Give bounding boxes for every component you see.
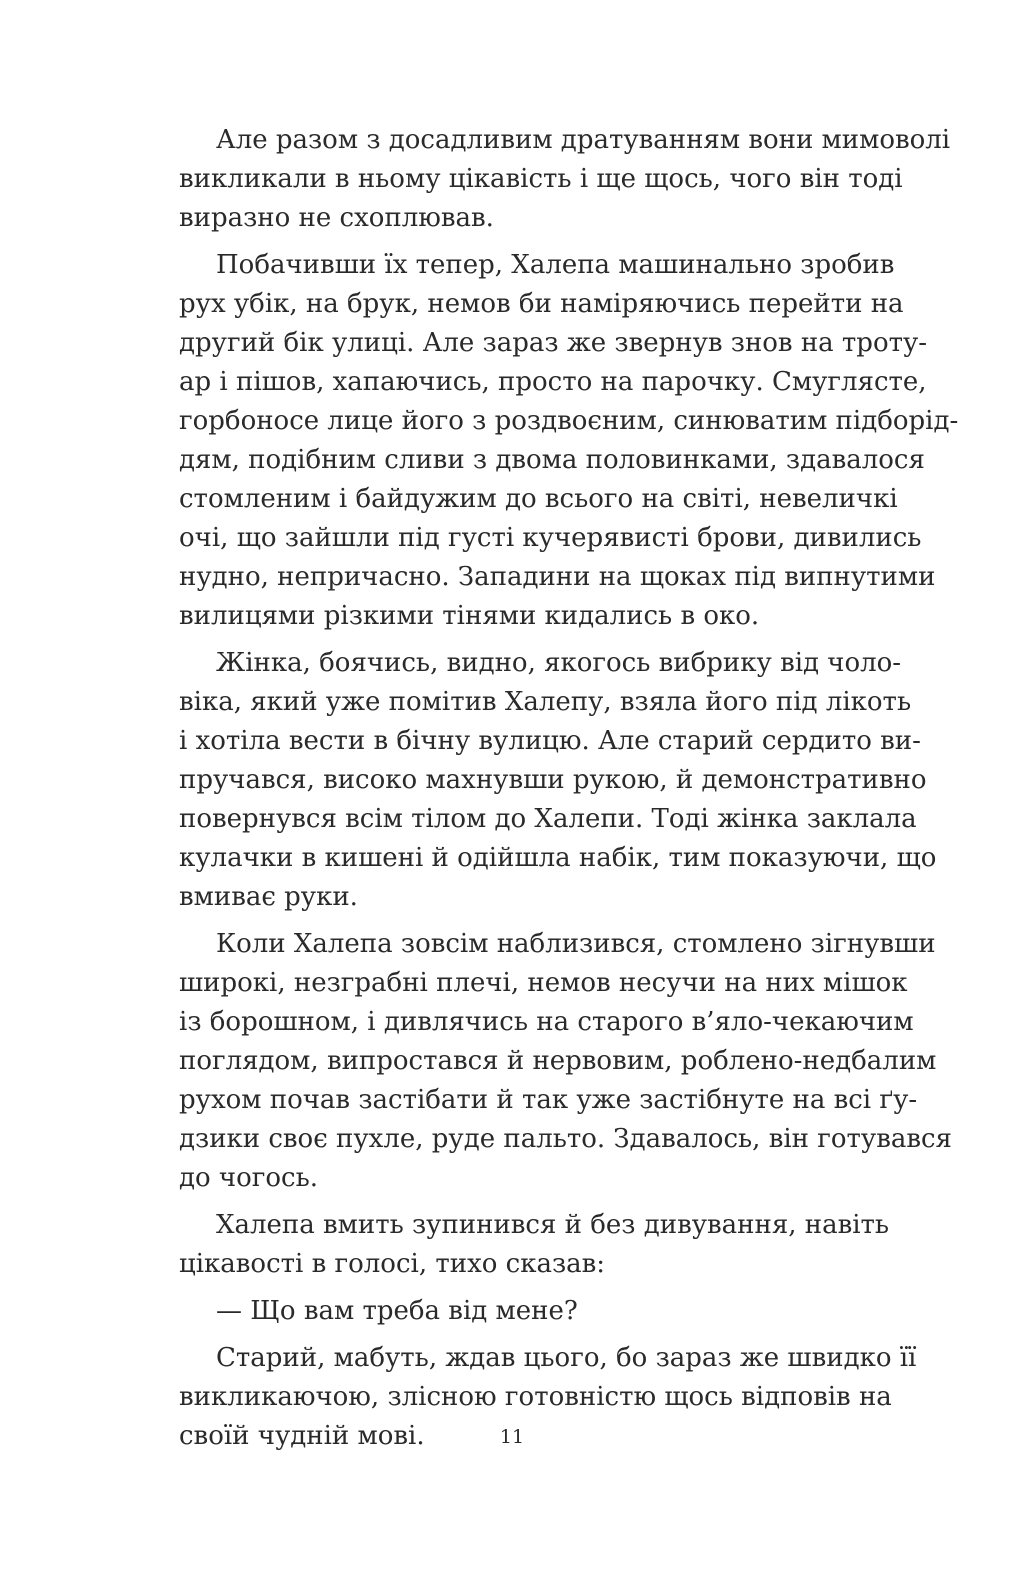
- text-line: віка, який уже помітив Халепу, взяла його під лікоть: [179, 687, 912, 717]
- text-line: дзики своє пухле, руде пальто. Здавалось, він готувався: [179, 1124, 952, 1154]
- text-line: — Що вам треба від мене?: [216, 1296, 578, 1326]
- text-line: і хотіла вести в бічну вулицю. Але старий сердито ви-: [179, 726, 921, 756]
- text-line: стомленим і байдужим до всього на світі, невеличкі: [179, 484, 898, 514]
- text-line: ар і пішов, хапаючись, просто на парочку. Смуглясте,: [179, 367, 927, 397]
- text-line: вмиває руки.: [179, 882, 358, 912]
- text-line: Халепа вмить зупинився й без дивування, навіть: [216, 1210, 890, 1240]
- text-line: цікавості в голосі, тихо сказав:: [179, 1249, 606, 1279]
- text-line: очі, що зайшли під густі кучерявисті брови, дивились: [179, 523, 922, 553]
- text-line: Але разом з досадливим дратуванням вони мимоволі: [216, 125, 951, 155]
- text-line: широкі, незграбні плечі, немов несучи на них мішок: [179, 968, 908, 998]
- text-line: своїй чудній мові.: [179, 1421, 425, 1451]
- text-line: вилицями різкими тінями кидались в око.: [179, 601, 760, 631]
- text-line: до чогось.: [179, 1163, 319, 1193]
- text-line: поглядом, випростався й нервовим, роблено-недбалим: [179, 1046, 937, 1076]
- page-number: 11: [499, 1426, 525, 1448]
- paragraph-6-dialogue: [142, 1292, 862, 1331]
- text-line: викликали в ньому цікавість і ще щось, чого він тоді: [179, 164, 903, 194]
- text-line: горбоносе лице його з роздвоєним, синюватим підборід-: [179, 406, 959, 436]
- text-line: повернувся всім тілом до Халепи. Тоді жінка заклала: [179, 804, 917, 834]
- text-line: із борошном, і дивлячись на старого в’яло-чекаючим: [179, 1007, 914, 1037]
- text-line: пручався, високо махнувши рукою, й демонстративно: [179, 765, 927, 795]
- paragraph-1: [142, 121, 951, 238]
- text-line: нудно, непричасно. Западини на щоках під випнутими: [179, 562, 936, 592]
- text-line: дям, подібним сливи з двома половинками, здавалося: [179, 445, 925, 475]
- text-line: Побачивши їх тепер, Халепа машинально зробив: [216, 250, 895, 280]
- text-line: кулачки в кишені й одійшла набік, тим показуючи, що: [179, 843, 937, 873]
- text-line: Жінка, боячись, видно, якогось вибрику від чоло-: [216, 648, 902, 678]
- paragraph-3: [142, 644, 937, 917]
- text-line: виразно не схоплював.: [179, 203, 494, 233]
- text-line: викликаючою, злісною готовністю щось відповів на: [179, 1382, 892, 1412]
- text-line: Коли Халепа зовсім наблизився, стомлено зігнувши: [216, 929, 936, 959]
- paragraph-2: [142, 246, 959, 636]
- text-line: рух убік, на брук, немов би наміряючись перейти на: [179, 289, 904, 319]
- paragraph-4: [142, 925, 952, 1198]
- text-line: Старий, мабуть, ждав цього, бо зараз же швидко її: [216, 1343, 917, 1373]
- text-line: рухом почав застібати й так уже застібнуте на всі ґу-: [179, 1085, 918, 1115]
- text-line: другий бік улиці. Але зараз же звернув знов на троту-: [179, 328, 928, 358]
- book-page-body: [142, 121, 959, 1464]
- paragraph-5: [142, 1206, 890, 1284]
